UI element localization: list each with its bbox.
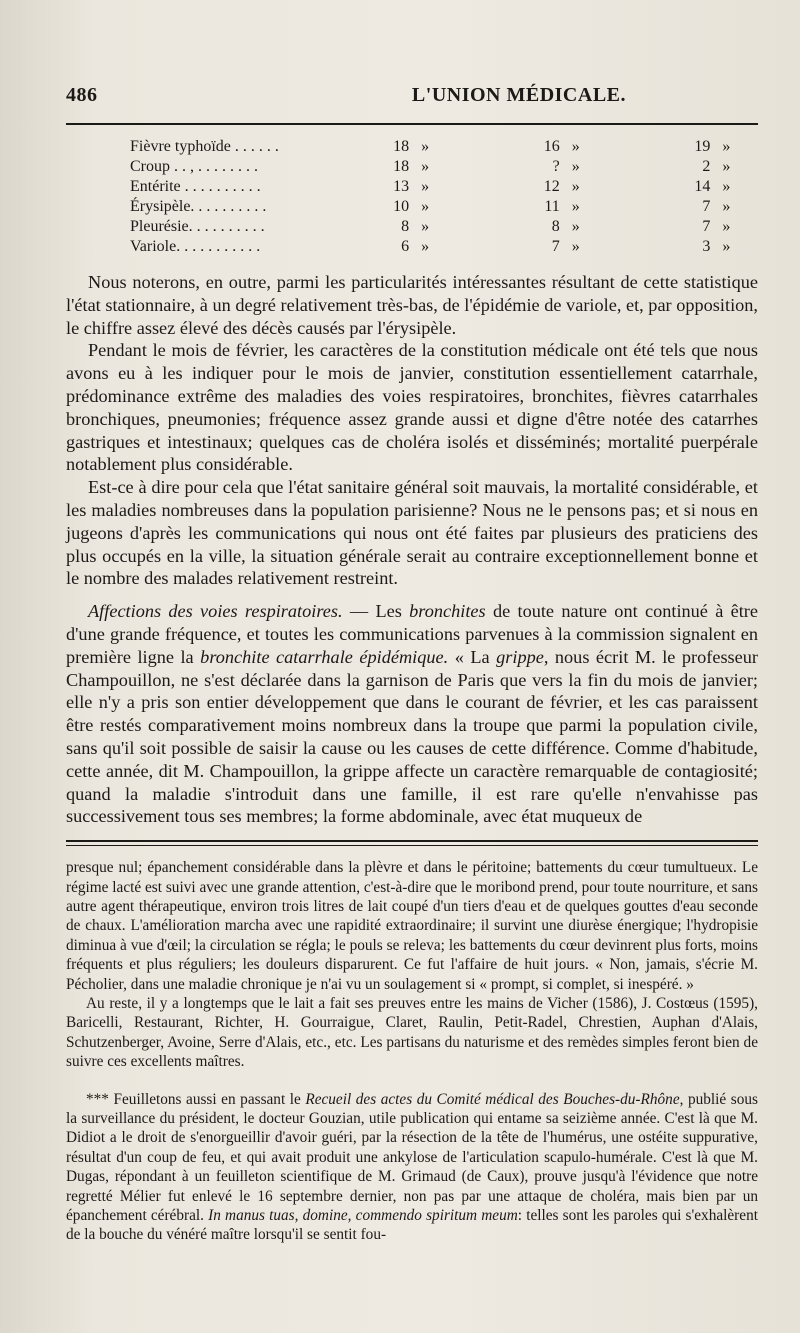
ditto-mark: »: [722, 218, 731, 235]
text-run-italic: bronchites: [409, 601, 486, 622]
ditto-mark: »: [421, 218, 430, 235]
value-cell: 19: [694, 138, 711, 155]
disease-label: Entérite . . . . . . . . . .: [130, 178, 261, 195]
ditto-mark: »: [571, 138, 580, 155]
ditto-mark: »: [571, 238, 580, 255]
mortality-table: [130, 137, 758, 257]
text-run: « La: [448, 646, 497, 667]
ditto-mark: »: [421, 138, 430, 155]
text-run-italic: In manus tuas, domine, commendo spiritum meum: [208, 1207, 518, 1225]
journal-title: L'UNION MÉDICALE.: [411, 84, 626, 106]
text-run: de toute nature ont continué à être d'une grande fréquence, et toutes les communications parvenues à la commission signalent en première ligne la: [66, 601, 759, 667]
paragraph-statistics: Nous noterons, en outre, parmi les particularités intéressantes résultant de cette statistique l'état stationnaire, à un degré relativement très-bas, de l'épidémie de variole, et, par opposition, le chiffre assez élevé des décès causés par l'érysipèle.: [66, 272, 758, 338]
paragraph-respiratory: [66, 600, 758, 828]
value-cell: 7: [702, 218, 711, 235]
ditto-mark: »: [722, 238, 731, 255]
ditto-mark: »: [722, 158, 731, 175]
feuilleton: [66, 858, 758, 1245]
value-cell: 10: [393, 198, 410, 215]
value-cell: 14: [694, 178, 711, 195]
text-run-italic: grippe: [496, 646, 544, 667]
text-run: — Les: [342, 601, 410, 622]
running-header: [66, 84, 626, 107]
table-row: [130, 177, 758, 197]
value-cell: 7: [551, 238, 560, 255]
feuilleton-paragraph-milk-cure: presque nul; épanchement considérable dans la plèvre et dans le péritoine; battements du cœur tumultueux. Le régime lacté est suivi avec une grande attention, c'est-à-dire que le moribond prend, pour toute nourriture, et sans autre agent thérapeutique, environ trois litres de lait coupé d'un tiers d'eau et de quelques gouttes d'eau seconde de chaux. L'amélioration marcha avec une rapidité extraordinaire; il survint une diurèse énergique; l'hydropisie diminua à vue d'œil; la circulation se régla; le pouls se releva; les battements du cœur devinrent plus forts, moins fréquents et plus réguliers; les douleurs disparurent. Ce fut l'affaire de huit jours. « Non, jamais, s'écrie M. Pécholier, dans une maladie chronique je n'ai vu un soulagement si « prompt, si complet, si inespéré. »: [66, 859, 758, 993]
table-row: [130, 197, 758, 217]
value-cell: 12: [543, 178, 560, 195]
ditto-mark: »: [571, 218, 580, 235]
ditto-mark: »: [571, 178, 580, 195]
ditto-mark: »: [571, 158, 580, 175]
disease-label: Pleurésie. . . . . . . . . .: [130, 218, 265, 235]
ditto-mark: »: [421, 238, 430, 255]
ditto-mark: »: [722, 138, 731, 155]
paragraph-sanitary-state: Est-ce à dire pour cela que l'état sanitaire général soit mauvais, la mortalité considérable, et les maladies nombreuses dans la population parisienne? Nous ne le pensons pas; et si nous en jugeons d'après les communications qui nous ont été faites par plusieurs des praticiens des plus occupés en la ville, la situation générale serait au contraire exceptionnellement bonne et le nombre des malades relativement restreint.: [66, 477, 758, 589]
disease-label: Variole. . . . . . . . . . .: [130, 238, 261, 255]
table-row: [130, 157, 758, 177]
value-cell: 11: [544, 198, 560, 215]
text-run-italic: Recueil des actes du Comité médical des Bouches-du-Rhône: [305, 1090, 680, 1108]
ditto-mark: »: [722, 178, 731, 195]
value-cell: 16: [543, 138, 560, 155]
disease-label: Croup . . , . . . . . . . .: [130, 158, 258, 175]
main-article: [66, 271, 758, 828]
value-cell: 6: [401, 238, 410, 255]
value-cell: ?: [552, 158, 560, 175]
disease-label: Érysipèle. . . . . . . . . .: [130, 198, 267, 215]
page-number: 486: [66, 84, 98, 106]
header-rule: [66, 123, 758, 125]
ditto-mark: »: [722, 198, 731, 215]
value-cell: 13: [393, 178, 410, 195]
table-row: [130, 237, 758, 257]
table-row: [130, 137, 758, 157]
text-run-italic: bronchite catarrhale épidémique.: [200, 646, 449, 667]
paragraph-february: Pendant le mois de février, les caractères de la constitution médicale ont été tels que nous avons eu à les indiquer pour le mois de janvier, constitution essentiellement catarrhale, prédominance extrême des maladies des voies respiratoires, bronchites, fièvres catarrhales bronchiques, pneumonies; fréquence assez grande aussi et digne d'être notée des catarrhes gastriques et intestinaux; quelques cas de choléra isolés et disséminés; mortalité puerpérale notablement plus considérable.: [66, 340, 758, 475]
feuilleton-paragraph-history: Au reste, il y a longtemps que le lait a fait ses preuves entre les mains de Vicher (1586), J. Costœus (1595), Baricelli, Restaurant, Richter, H. Gourraigue, Claret, Raulin, Petit-Radel, Chrestien, Auphan d'Alais, Schutzenberger, Avoine, Serre d'Alais, etc., etc. Les partisans du naturisme et des remèdes simples feront bien de suivre ces excellents maîtres.: [66, 994, 758, 1071]
feuilleton-separator: [66, 840, 758, 846]
ditto-mark: »: [421, 198, 430, 215]
value-cell: 18: [393, 158, 410, 175]
section-heading: Affections des voies respiratoires.: [88, 601, 343, 622]
value-cell: 8: [401, 218, 410, 235]
text-run: , nous écrit M. le professeur Champouillon, ne s'est déclarée dans la garnison de Paris que vers la fin du mois de janvier; elle n'y a pris son entier développement que dans le courant de février, et les cas paraissent être restés comparativement moins nombreux dans la troupe que parmi la population civile, sans qu'il soit possible de saisir la cause ou les causes de cette différence. Comme d'habitude, cette année, dit M. Champouillon, la grippe affecte un caractère remarquable de contagiosité; quand la maladie s'introduit dans une famille, il est rare qu'elle n'envahisse pas successivement tous ses membres; la forme abdominale, avec état muqueux de: [66, 646, 759, 827]
ditto-mark: »: [571, 198, 580, 215]
disease-label: Fièvre typhoïde . . . . . .: [130, 138, 279, 155]
value-cell: 2: [702, 158, 711, 175]
value-cell: 18: [393, 138, 410, 155]
value-cell: 7: [702, 198, 711, 215]
text-run: , publié sous la surveillance du président, le docteur Gouzian, utile publication qui entame sa seizième année. C'est là que M. Didiot a le droit de s'enorgueillir d'avoir guéri, par la résection de la tête de l'humérus, une ostéite suppurative, résultat d'un coup de feu, et qui avait produit une ankylose de l'articulation scapulo-humérale. C'est là que M. Dugas, répondant à un feuilleton scientifique de M. Grimaud (de Caux), prouve jusqu'à l'évidence que notre regretté Mélier fut enlevé le 16 septembre dernier, non pas par une attaque de choléra, mais bien par un épanchement cérébral.: [66, 1090, 758, 1225]
text-run: *** Feuilletons aussi en passant le: [86, 1090, 306, 1108]
value-cell: 8: [551, 218, 560, 235]
table-row: [130, 217, 758, 237]
ditto-mark: »: [421, 178, 430, 195]
ditto-mark: »: [421, 158, 430, 175]
value-cell: 3: [702, 238, 711, 255]
text-run: : telles sont les paroles qui s'exhalèrent de la bouche du vénéré maître lorsqu'il se sentit fou-: [66, 1207, 758, 1244]
feuilleton-paragraph-recueil: [66, 1090, 758, 1245]
